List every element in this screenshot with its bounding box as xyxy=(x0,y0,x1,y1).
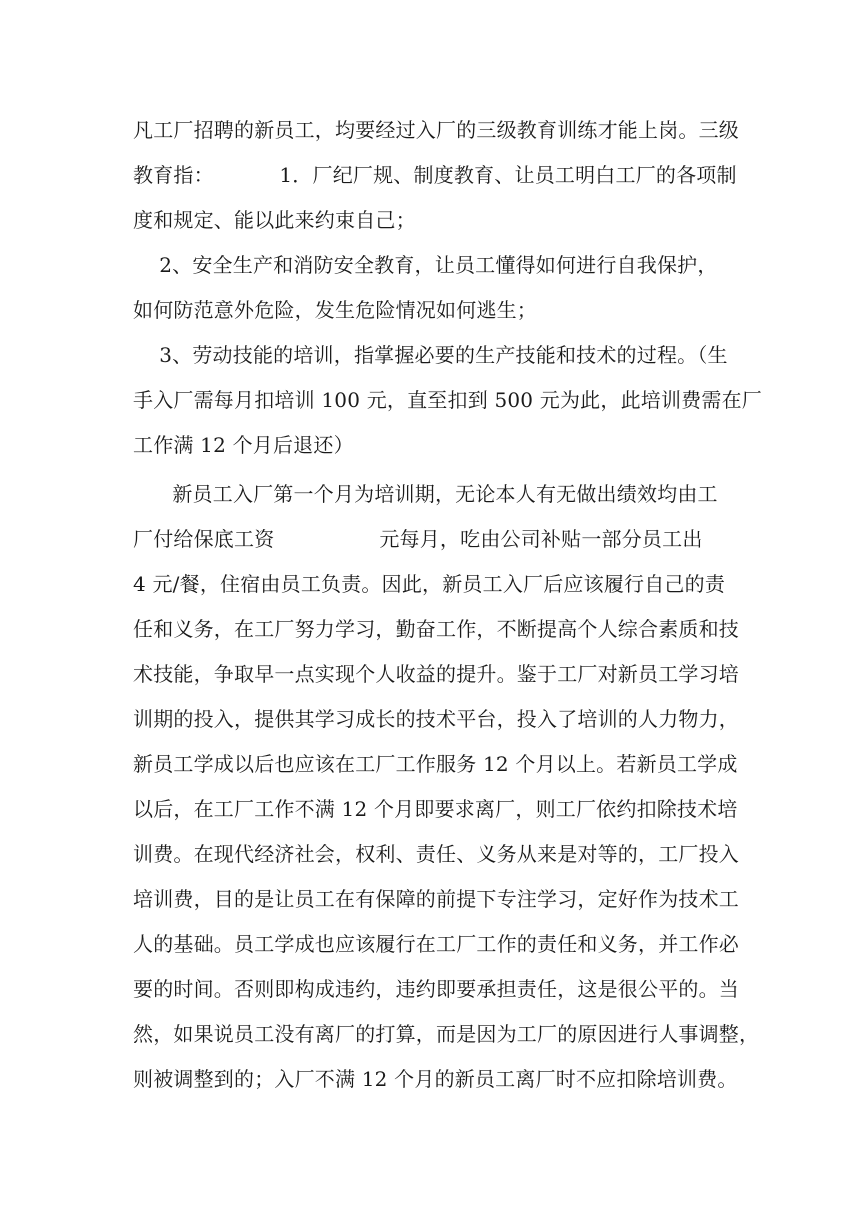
text-line: 2、安全生产和消防安全教育，让员工懂得如何进行自我保护， xyxy=(133,253,718,277)
text-line: 工作满 12 个月后退还） xyxy=(133,433,354,457)
text-line: 新员工入厂第一个月为培训期，无论本人有无做出绩效均由工 xyxy=(133,482,718,506)
text-line: 则被调整到的；入厂不满 12 个月的新员工离厂时不应扣除培训费。 xyxy=(133,1067,738,1091)
text-line: 任和义务，在工厂努力学习，勤奋工作，不断提高个人综合素质和技 xyxy=(133,617,739,641)
text-line: 要的时间。否则即构成违约，违约即要承担责任，这是很公平的。当 xyxy=(133,977,739,1001)
text-line: 度和规定、能以此来约束自己； xyxy=(133,208,416,232)
text-line: 术技能，争取早一点实现个人收益的提升。鉴于工厂对新员工学习培 xyxy=(133,662,739,686)
text-line: 然，如果说员工没有离厂的打算，而是因为工厂的原因进行人事调整， xyxy=(133,1022,760,1046)
text-line: 人的基础。员工学成也应该履行在工厂工作的责任和义务，并工作必 xyxy=(133,932,739,956)
text-line: 培训费，目的是让员工在有保障的前提下专注学习，定好作为技术工 xyxy=(133,887,739,911)
text-line: 以后，在工厂工作不满 12 个月即要求离厂，则工厂依约扣除技术培 xyxy=(133,797,738,821)
text-line: 4 元/餐，住宿由员工负责。因此，新员工入厂后应该履行自己的责 xyxy=(133,572,726,596)
text-line: 3、劳动技能的培训，指掌握必要的生产技能和技术的过程。（生 xyxy=(133,343,728,367)
text-line: 教育指： 1．厂纪厂规、制度教育、让员工明白工厂的各项制 xyxy=(133,163,737,187)
text-line: 手入厂需每月扣培训 100 元，直至扣到 500 元为此，此培训费需在厂 xyxy=(133,388,762,412)
text-line: 训费。在现代经济社会，权利、责任、义务从来是对等的，工厂投入 xyxy=(133,842,739,866)
text-line: 新员工学成以后也应该在工厂工作服务 12 个月以上。若新员工学成 xyxy=(133,752,738,776)
text-line: 厂付给保底工资 元每月，吃由公司补贴一部分员工出 xyxy=(133,527,703,551)
text-line: 如何防范意外危险，发生危险情况如何逃生； xyxy=(133,298,537,322)
text-line: 训期的投入，提供其学习成长的技术平台，投入了培训的人力物力， xyxy=(133,707,739,731)
text-line: 凡工厂招聘的新员工，均要经过入厂的三级教育训练才能上岗。三级 xyxy=(133,118,739,142)
